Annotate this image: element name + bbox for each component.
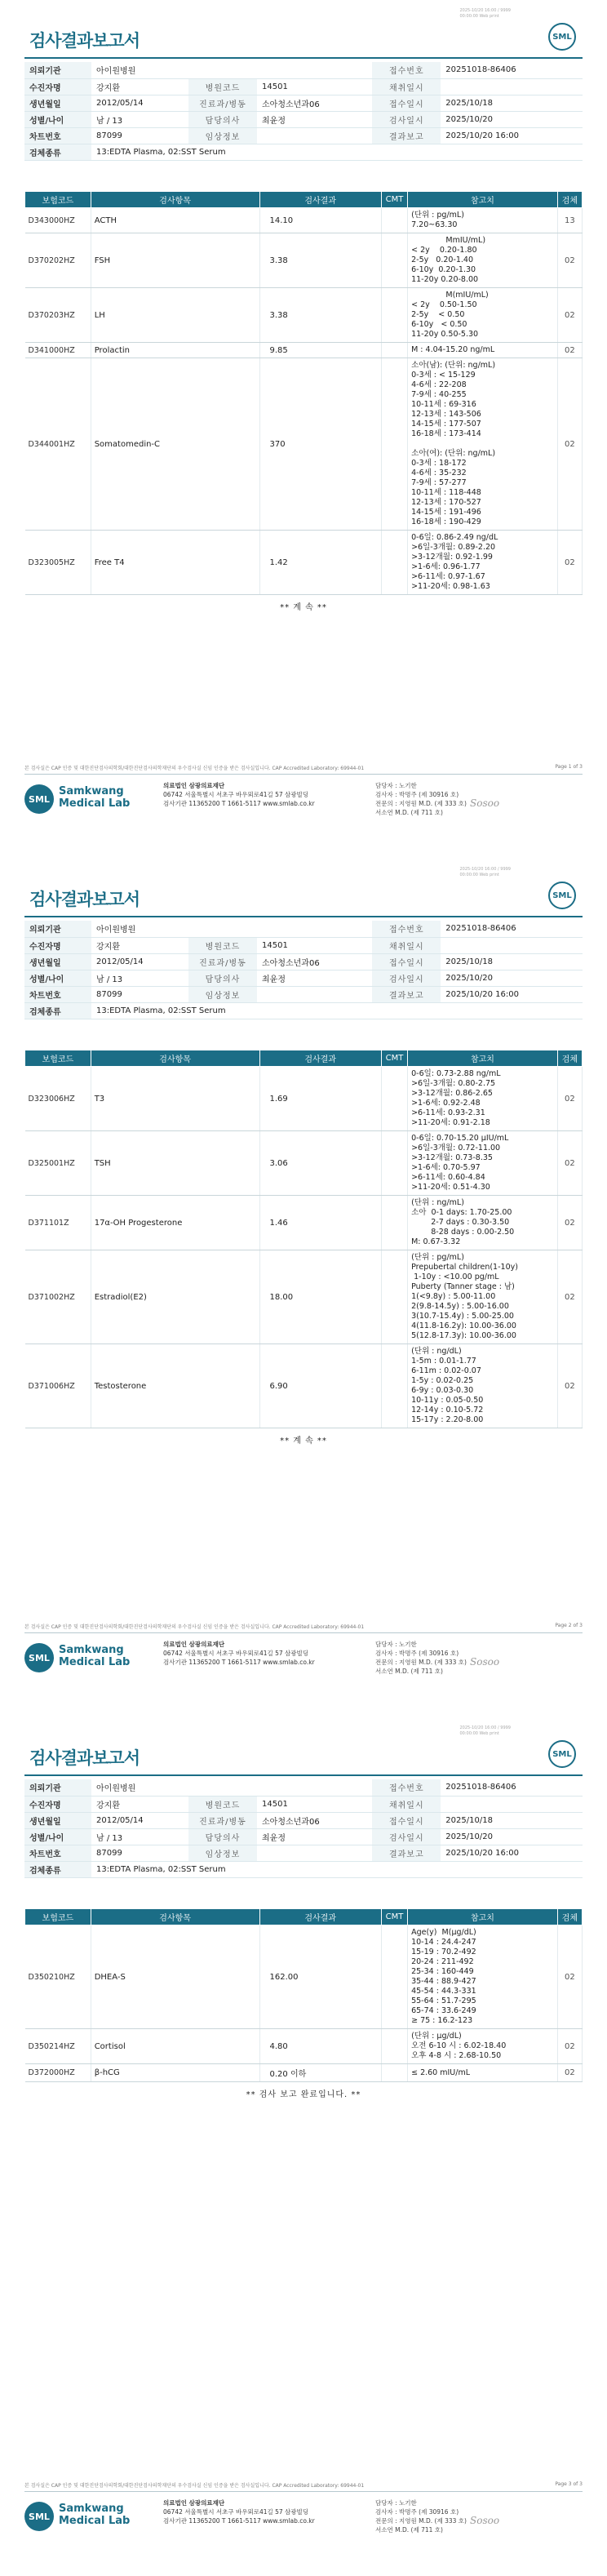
col-header-code: 보험코드 <box>25 1909 91 1925</box>
col-header-value: 검사결과 <box>259 192 381 208</box>
col-header-specimen: 검체 <box>557 1909 582 1925</box>
info-value: 아이원병원 <box>91 62 372 78</box>
info-label: 채취일시 <box>372 937 441 953</box>
table-row <box>25 1344 583 1428</box>
col-header-reference: 참고치 <box>408 192 558 208</box>
insurance-code: D343000HZ <box>25 208 91 233</box>
staff-line: 서소연 M.D. (제 711 호) <box>375 1668 443 1675</box>
col-header-name: 검사항목 <box>91 192 259 208</box>
staff-line: 담당자 : 노기한 <box>375 2499 417 2507</box>
info-label: 병원코드 <box>188 1796 257 1812</box>
info-value <box>257 1845 372 1861</box>
info-value: 87099 <box>91 127 188 144</box>
lab-address <box>163 781 315 808</box>
info-value: 2025/10/18 <box>441 953 583 970</box>
info-label: 검사일시 <box>372 970 441 986</box>
info-label: 접수번호 <box>372 62 441 78</box>
info-value: 2025/10/20 <box>441 970 583 986</box>
col-header-name: 검사항목 <box>91 1909 259 1925</box>
test-result: 3.38 <box>259 288 381 343</box>
test-result: 4.80 <box>259 2029 381 2064</box>
info-label: 의뢰기관 <box>24 921 91 937</box>
info-label: 생년월일 <box>24 953 91 970</box>
info-value: 87099 <box>91 1845 188 1861</box>
insurance-code: D341000HZ <box>25 343 91 358</box>
contact-line: 검사기관 11365200 T 1661-5117 www.smlab.co.kr <box>163 800 315 807</box>
info-label: 검체종류 <box>24 1861 91 1877</box>
results-table <box>24 191 583 612</box>
info-value: 20251018-86406 <box>441 921 583 937</box>
info-value: 강지환 <box>91 1796 188 1812</box>
col-header-reference: 참고치 <box>408 1050 558 1067</box>
test-result: 6.90 <box>259 1344 381 1428</box>
report-page <box>0 859 607 1717</box>
info-value: 2025/10/18 <box>441 1812 583 1828</box>
info-label: 병원코드 <box>188 937 257 953</box>
col-header-specimen: 검체 <box>557 192 582 208</box>
table-row <box>25 2064 583 2082</box>
info-value: 14501 <box>257 1796 372 1812</box>
page-number: Page 2 of 3 <box>555 1623 583 1628</box>
insurance-code: D372000HZ <box>25 2064 91 2082</box>
info-label: 성별/나이 <box>24 111 91 127</box>
table-row <box>25 1250 583 1344</box>
reference-range: 0-6일: 0.70-15.20 μIU/mL >6일-3개월: 0.72-11.00 >3-12개월: 0.73-8.35 >1-6세: 0.70-5.97 >6-11세: 0.60-4.84 >11-20세: 0.51-4.30 <box>408 1131 558 1196</box>
page-title: 검사결과보고서 <box>29 890 140 909</box>
reference-range: ≤ 2.60 mIU/mL <box>408 2064 558 2082</box>
info-value: 최윤정 <box>257 1828 372 1845</box>
info-label: 담당의사 <box>188 1828 257 1845</box>
specimen-code: 02 <box>557 343 582 358</box>
info-label: 검사일시 <box>372 1828 441 1845</box>
specimen-code: 13 <box>557 208 582 233</box>
info-label: 채취일시 <box>372 1796 441 1812</box>
page-end-marker: ** 검사 보고 완료입니다. ** <box>246 2090 361 2099</box>
test-comment <box>381 1250 407 1344</box>
test-name: Prolactin <box>91 343 259 358</box>
info-value: 아이원병원 <box>91 1779 372 1796</box>
stamp-line: 00:00:00 Web print <box>459 14 499 19</box>
info-label: 차트번호 <box>24 127 91 144</box>
test-comment <box>381 358 407 531</box>
col-header-cmt: CMT <box>381 1909 407 1925</box>
info-value: 2025/10/18 <box>441 95 583 111</box>
reference-range: 0-6일: 0.86-2.49 ng/dL >6일-3개월: 0.89-2.20 >3-12개월: 0.92-1.99 >1-6세: 0.96-1.77 >6-11세: 0.97-1.67 >11-20세: 0.98-1.63 <box>408 531 558 595</box>
page-footer <box>24 1623 583 1686</box>
test-name: DHEA-S <box>91 1925 259 2029</box>
address-line: 06742 서울특별시 서초구 바우뫼로41길 57 삼광빌딩 <box>163 791 309 798</box>
staff-line: 전문의 : 지영원 M.D. (제 333 호) <box>375 1659 467 1666</box>
samkwang-logo-icon: SML <box>24 1643 54 1672</box>
report-page <box>0 0 607 859</box>
staff-line: 담당자 : 노기한 <box>375 782 417 789</box>
table-row <box>25 1925 583 2029</box>
accreditation-text: 본 검사실은 CAP 인증 및 대한진단검사의학회/대한진단검사의학재단의 우수검사실 신임 인증을 받은 검사실입니다. CAP Accredited Laboratory: 69944-01 <box>24 1624 365 1630</box>
info-label: 진료과/병동 <box>188 1812 257 1828</box>
staff-line: 전문의 : 지영원 M.D. (제 333 호) <box>375 800 467 807</box>
info-label: 접수일시 <box>372 1812 441 1828</box>
info-value: 20251018-86406 <box>441 1779 583 1796</box>
info-value: 13:EDTA Plasma, 02:SST Serum <box>91 1861 583 1877</box>
page-end-marker: ** 계 속 ** <box>280 1437 327 1446</box>
footer-note <box>24 2481 583 2489</box>
info-value: 2025/10/20 16:00 <box>441 127 583 144</box>
insurance-code: D323006HZ <box>25 1067 91 1131</box>
specimen-code: 02 <box>557 2064 582 2082</box>
page-title: 검사결과보고서 <box>29 31 140 51</box>
col-header-cmt: CMT <box>381 1050 407 1067</box>
col-header-name: 검사항목 <box>91 1050 259 1067</box>
insurance-code: D325001HZ <box>25 1131 91 1196</box>
signature-image: Sosoo <box>470 797 500 809</box>
info-label: 의뢰기관 <box>24 62 91 78</box>
test-comment <box>381 208 407 233</box>
info-label: 결과보고 <box>372 127 441 144</box>
title-divider <box>24 916 583 917</box>
test-name: Free T4 <box>91 531 259 595</box>
info-value: 강지환 <box>91 937 188 953</box>
footer-divider <box>24 1632 583 1633</box>
insurance-code: D323005HZ <box>25 531 91 595</box>
info-value: 14501 <box>257 78 372 95</box>
col-header-value: 검사결과 <box>259 1909 381 1925</box>
test-name: Testosterone <box>91 1344 259 1428</box>
lab-name <box>59 1644 130 1668</box>
reference-range: M : 4.04-15.20 ng/mL <box>408 343 558 358</box>
test-comment <box>381 1196 407 1250</box>
staff-list <box>375 2498 467 2534</box>
info-value: 소아청소년과06 <box>257 1812 372 1828</box>
info-value <box>257 986 372 1002</box>
test-comment <box>381 2064 407 2082</box>
info-value: 2012/05/14 <box>91 1812 188 1828</box>
table-row <box>25 1131 583 1196</box>
reference-range: 소아(남): (단위: ng/mL) 0-3세 : < 15-129 4-6세 : 22-208 7-9세 : 40-255 10-11세 : 69-316 12-13세 : 143-506 14-15세 : 177-507 16-18세 : 173-414 소아(여): (단위: ng/mL) 0-3세 : 18-172 4-6세 : 35-232 7-9세 : 57-277 10-11세 : 118-448 12-13세 : 170-527 14-15세 : 191-496 16-18세 : 190-429 <box>408 358 558 531</box>
address-line: 06742 서울특별시 서초구 바우뫼로41길 57 삼광빌딩 <box>163 2508 309 2516</box>
table-row <box>25 2029 583 2064</box>
info-value: 최윤정 <box>257 111 372 127</box>
test-name: Cortisol <box>91 2029 259 2064</box>
test-name: Somatomedin-C <box>91 358 259 531</box>
results-table <box>24 1908 583 2099</box>
info-label: 진료과/병동 <box>188 95 257 111</box>
info-value: 아이원병원 <box>91 921 372 937</box>
info-label: 접수번호 <box>372 921 441 937</box>
info-label: 접수일시 <box>372 95 441 111</box>
specimen-code: 02 <box>557 288 582 343</box>
specimen-code: 02 <box>557 2029 582 2064</box>
report-page <box>0 1717 607 2576</box>
signature-image: Sosoo <box>470 1656 500 1668</box>
patient-info-table <box>24 921 583 1019</box>
accreditation-text: 본 검사실은 CAP 인증 및 대한진단검사의학회/대한진단검사의학재단의 우수검사실 신임 인증을 받은 검사실입니다. CAP Accredited Laboratory: 69944-01 <box>24 2483 365 2489</box>
test-name: TSH <box>91 1131 259 1196</box>
specimen-code: 02 <box>557 358 582 531</box>
stamp-line: 2025-10/20 16:00 / 9999 <box>459 867 511 872</box>
info-label: 성별/나이 <box>24 1828 91 1845</box>
info-value <box>441 937 583 953</box>
lab-name-line: Samkwang <box>59 2503 124 2515</box>
test-result: 18.00 <box>259 1250 381 1344</box>
info-label: 담당의사 <box>188 111 257 127</box>
info-value: 최윤정 <box>257 970 372 986</box>
insurance-code: D350214HZ <box>25 2029 91 2064</box>
print-stamp <box>459 8 511 20</box>
info-label: 담당의사 <box>188 970 257 986</box>
page-end-marker: ** 계 속 ** <box>280 603 327 612</box>
col-header-value: 검사결과 <box>259 1050 381 1067</box>
test-result: 370 <box>259 358 381 531</box>
title-divider <box>24 57 583 59</box>
staff-list <box>375 781 467 817</box>
info-value: 강지환 <box>91 78 188 95</box>
lab-name-line: Samkwang <box>59 1644 124 1656</box>
info-value: 남 / 13 <box>91 111 188 127</box>
stamp-line: 00:00:00 Web print <box>459 873 499 877</box>
org-name: 의료법인 삼광의료재단 <box>163 782 225 789</box>
info-label: 결과보고 <box>372 986 441 1002</box>
info-value: 13:EDTA Plasma, 02:SST Serum <box>91 144 583 160</box>
table-row <box>25 1196 583 1250</box>
info-value: 14501 <box>257 937 372 953</box>
test-comment <box>381 1344 407 1428</box>
info-value: 87099 <box>91 986 188 1002</box>
info-label: 임상정보 <box>188 986 257 1002</box>
sml-logo-icon: SML <box>548 1740 576 1768</box>
specimen-code: 02 <box>557 1344 582 1428</box>
page-footer <box>24 764 583 827</box>
test-result: 1.69 <box>259 1067 381 1131</box>
staff-line: 검사자 : 박명주 (제 30916 호) <box>375 791 459 798</box>
test-comment <box>381 1067 407 1131</box>
reference-range: (단위 : pg/mL) 7.20~63.30 <box>408 208 558 233</box>
lab-name-line: Medical Lab <box>59 2515 131 2527</box>
footer-divider <box>24 774 583 775</box>
specimen-code: 02 <box>557 1131 582 1196</box>
info-label: 생년월일 <box>24 1812 91 1828</box>
table-row <box>25 531 583 595</box>
test-result: 0.20 이하 <box>259 2064 381 2082</box>
info-value: 20251018-86406 <box>441 62 583 78</box>
org-name: 의료법인 삼광의료재단 <box>163 1641 225 1648</box>
insurance-code: D344001HZ <box>25 358 91 531</box>
info-label: 임상정보 <box>188 1845 257 1861</box>
patient-info-table <box>24 1779 583 1878</box>
test-result: 9.85 <box>259 343 381 358</box>
reference-range: MmIU/mL) < 2y 0.20-1.80 2-5y 0.20-1.40 6-10y 0.20-1.30 11-20y 0.20-8.00 <box>408 233 558 288</box>
test-comment <box>381 1131 407 1196</box>
col-header-specimen: 검체 <box>557 1050 582 1067</box>
lab-name <box>59 2503 130 2527</box>
table-row <box>25 233 583 288</box>
test-comment <box>381 2029 407 2064</box>
footer-divider <box>24 2491 583 2492</box>
info-label: 결과보고 <box>372 1845 441 1861</box>
info-label: 접수번호 <box>372 1779 441 1796</box>
test-comment <box>381 233 407 288</box>
insurance-code: D371101Z <box>25 1196 91 1250</box>
info-value: 소아청소년과06 <box>257 95 372 111</box>
reference-range: (단위 : ng/dL) 1-5m : 0.01-1.77 6-11m : 0.02-0.07 1-5y : 0.02-0.25 6-9y : 0.03-0.30 10-11y : 0.05-0.50 12-14y : 0.10-5.72 15-17y : 2.20-8.00 <box>408 1344 558 1428</box>
print-stamp <box>459 867 511 878</box>
stamp-line: 00:00:00 Web print <box>459 1731 499 1736</box>
insurance-code: D350210HZ <box>25 1925 91 2029</box>
specimen-code: 02 <box>557 1250 582 1344</box>
page-footer <box>24 2481 583 2544</box>
info-value: 13:EDTA Plasma, 02:SST Serum <box>91 1002 583 1019</box>
accreditation-text: 본 검사실은 CAP 인증 및 대한진단검사의학회/대한진단검사의학재단의 우수검사실 신임 인증을 받은 검사실입니다. CAP Accredited Laboratory: 69944-01 <box>24 766 365 771</box>
info-value <box>441 78 583 95</box>
test-comment <box>381 288 407 343</box>
contact-line: 검사기관 11365200 T 1661-5117 www.smlab.co.kr <box>163 2517 315 2525</box>
table-row <box>25 208 583 233</box>
info-value <box>441 1796 583 1812</box>
test-comment <box>381 531 407 595</box>
specimen-code: 02 <box>557 1067 582 1131</box>
staff-line: 전문의 : 지영원 M.D. (제 333 호) <box>375 2517 467 2525</box>
info-label: 검사일시 <box>372 111 441 127</box>
specimen-code: 02 <box>557 233 582 288</box>
staff-list <box>375 1640 467 1676</box>
contact-line: 검사기관 11365200 T 1661-5117 www.smlab.co.kr <box>163 1659 315 1666</box>
samkwang-logo-icon: SML <box>24 2502 54 2531</box>
test-name: T3 <box>91 1067 259 1131</box>
info-label: 임상정보 <box>188 127 257 144</box>
info-label: 진료과/병동 <box>188 953 257 970</box>
reference-range: (단위 : ng/mL) 소아 0-1 days: 1.70-25.00 2-7 days : 0.30-3.50 8-28 days : 0.00-2.50 M: 0.67-3.32 <box>408 1196 558 1250</box>
patient-info-table <box>24 62 583 161</box>
org-name: 의료법인 삼광의료재단 <box>163 2499 225 2507</box>
reference-range: Age(y) M(μg/dL) 10-14 : 24.4-247 15-19 : 70.2-492 20-24 : 211-492 25-34 : 160-449 35-44 : 88.9-427 45-54 : 44.3-331 55-64 : 51.7-295 65-74 : 33.6-249 ≥ 75 : 16.2-123 <box>408 1925 558 2029</box>
staff-line: 검사자 : 박명주 (제 30916 호) <box>375 1650 459 1657</box>
page-number: Page 3 of 3 <box>555 2481 583 2487</box>
info-value: 2025/10/20 <box>441 1828 583 1845</box>
info-value: 2025/10/20 16:00 <box>441 1845 583 1861</box>
col-header-cmt: CMT <box>381 192 407 208</box>
table-row <box>25 1067 583 1131</box>
sml-logo-icon: SML <box>548 23 576 51</box>
reference-range: M(mIU/mL) < 2y 0.50-1.50 2-5y < 0.50 6-10y < 0.50 11-20y 0.50-5.30 <box>408 288 558 343</box>
test-result: 1.46 <box>259 1196 381 1250</box>
page-title: 검사결과보고서 <box>29 1748 140 1768</box>
specimen-code: 02 <box>557 531 582 595</box>
info-value: 남 / 13 <box>91 1828 188 1845</box>
info-label: 병원코드 <box>188 78 257 95</box>
insurance-code: D371002HZ <box>25 1250 91 1344</box>
reference-range: (단위 : pg/mL) Prepubertal children(1-10y) 1-10y : <10.00 pg/mL Puberty (Tanner stage : 남) 1(<9.8y) : 5.00-11.00 2(9.8-14.5y) : 5.00-16.00 3(10.7-15.4y) : 5.00-25.00 4(11.8-16.2y): 10.00-36.00 5(12.8-17.3y): 10.00-36.00 <box>408 1250 558 1344</box>
lab-name-line: Medical Lab <box>59 1656 131 1668</box>
staff-line: 서소연 M.D. (제 711 호) <box>375 809 443 816</box>
table-row <box>25 358 583 531</box>
stamp-line: 2025-10/20 16:00 / 9999 <box>459 1725 511 1730</box>
info-label: 수진자명 <box>24 1796 91 1812</box>
info-value: 소아청소년과06 <box>257 953 372 970</box>
insurance-code: D371006HZ <box>25 1344 91 1428</box>
sml-logo-icon: SML <box>548 882 576 909</box>
test-name: β-hCG <box>91 2064 259 2082</box>
lab-name-line: Medical Lab <box>59 797 131 810</box>
lab-address <box>163 1640 315 1667</box>
footer-note <box>24 764 583 771</box>
staff-line: 검사자 : 박명주 (제 30916 호) <box>375 2508 459 2516</box>
specimen-code: 02 <box>557 1925 582 2029</box>
info-label: 수진자명 <box>24 78 91 95</box>
info-value: 2025/10/20 <box>441 111 583 127</box>
test-comment <box>381 343 407 358</box>
insurance-code: D370202HZ <box>25 233 91 288</box>
staff-line: 서소연 M.D. (제 711 호) <box>375 2526 443 2534</box>
test-comment <box>381 1925 407 2029</box>
lab-address <box>163 2498 315 2525</box>
test-result: 3.38 <box>259 233 381 288</box>
test-name: 17α-OH Progesterone <box>91 1196 259 1250</box>
info-value: 2012/05/14 <box>91 953 188 970</box>
info-label: 성별/나이 <box>24 970 91 986</box>
info-label: 생년월일 <box>24 95 91 111</box>
info-label: 수진자명 <box>24 937 91 953</box>
col-header-code: 보험코드 <box>25 1050 91 1067</box>
address-line: 06742 서울특별시 서초구 바우뫼로41길 57 삼광빌딩 <box>163 1650 309 1657</box>
info-label: 검체종류 <box>24 1002 91 1019</box>
test-name: FSH <box>91 233 259 288</box>
col-header-reference: 참고치 <box>408 1909 558 1925</box>
info-value <box>257 127 372 144</box>
info-label: 채취일시 <box>372 78 441 95</box>
page-number: Page 1 of 3 <box>555 764 583 770</box>
info-label: 의뢰기관 <box>24 1779 91 1796</box>
test-result: 14.10 <box>259 208 381 233</box>
info-value: 2012/05/14 <box>91 95 188 111</box>
reference-range: (단위 : μg/dL) 오전 6-10 시 : 6.02-18.40 오후 4-8 시 : 2.68-10.50 <box>408 2029 558 2064</box>
info-label: 차트번호 <box>24 986 91 1002</box>
staff-line: 담당자 : 노기한 <box>375 1641 417 1648</box>
table-row <box>25 288 583 343</box>
samkwang-logo-icon: SML <box>24 784 54 814</box>
insurance-code: D370203HZ <box>25 288 91 343</box>
results-table <box>24 1050 583 1446</box>
lab-name <box>59 785 130 810</box>
signature-image: Sosoo <box>470 2515 500 2526</box>
title-divider <box>24 1774 583 1776</box>
info-value: 2025/10/20 16:00 <box>441 986 583 1002</box>
reference-range: 0-6일: 0.73-2.88 ng/mL >6일-3개월: 0.80-2.75 >3-12개월: 0.86-2.65 >1-6세: 0.92-2.48 >6-11세: 0.93-2.31 >11-20세: 0.91-2.18 <box>408 1067 558 1131</box>
table-row <box>25 343 583 358</box>
test-name: Estradiol(E2) <box>91 1250 259 1344</box>
test-name: ACTH <box>91 208 259 233</box>
test-result: 3.06 <box>259 1131 381 1196</box>
info-label: 차트번호 <box>24 1845 91 1861</box>
info-label: 검체종류 <box>24 144 91 160</box>
test-result: 1.42 <box>259 531 381 595</box>
test-result: 162.00 <box>259 1925 381 2029</box>
specimen-code: 02 <box>557 1196 582 1250</box>
lab-name-line: Samkwang <box>59 785 124 797</box>
print-stamp <box>459 1725 511 1737</box>
col-header-code: 보험코드 <box>25 192 91 208</box>
test-name: LH <box>91 288 259 343</box>
footer-note <box>24 1623 583 1630</box>
info-value: 남 / 13 <box>91 970 188 986</box>
info-label: 접수일시 <box>372 953 441 970</box>
stamp-line: 2025-10/20 16:00 / 9999 <box>459 8 511 13</box>
